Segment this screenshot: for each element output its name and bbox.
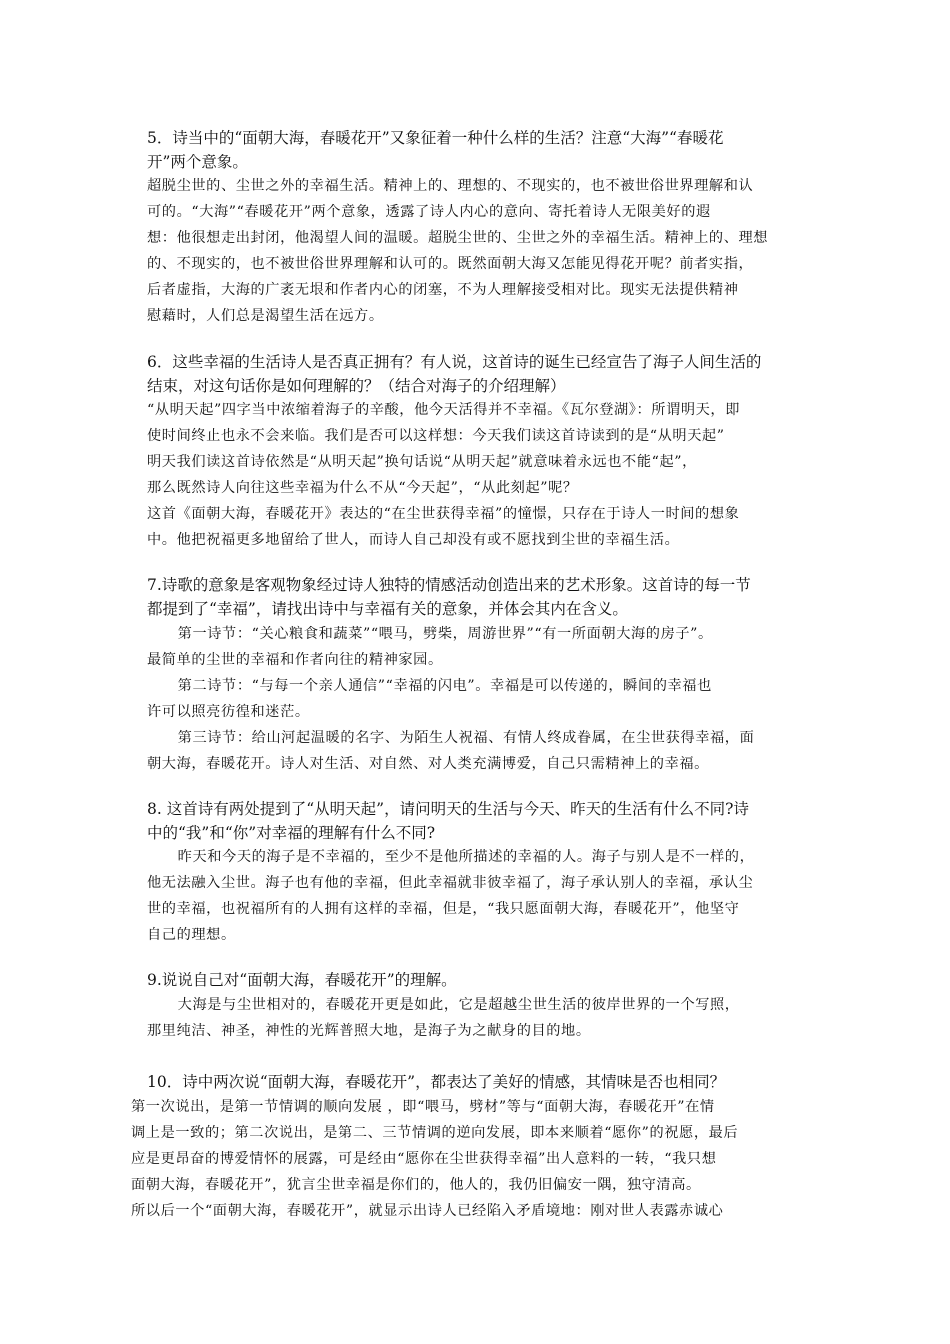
answer-5: 超脱尘世的、尘世之外的幸福生活。精神上的、理想的、不现实的，也不被世俗世界理解和认 可的。“大海”“春暖花开”两个意象，透露了诗人内心的意向、寄托着诗人无限美好的遐 想：他很想走出封闭，他渴望人间的温暖。超脱尘世的、尘世之外的幸福生活。精神上的、理想 的、不现实的，也不被世俗世界理解和认可的。既然面朝大海又怎能见得花开呢？前者实指， 后者虚指，大海的广袤无垠和作者内心的闭塞，不为人理解接受相对比。现实无法提供精神 慰藉时，人们总是渴望生活在远方。	[147, 178, 769, 324]
answer-10: 第一次说出，是第一节情调的顺向发展 ，即“喂马，劈材”等与“面朝大海，春暖花开”在情 调上是一致的；第二次说出，是第二、三节情调的逆向发展，即本来顺着“愿你”的祝愿，最后 应是更昂奋的博爱情怀的展露，可是经由“愿你在尘世获得幸福”出人意料的一转，“我只想 面朝大海，春暖花开”，犹言尘世幸福是你们的，他人的，我仍旧偏安一隅，独守清高。 所以后一个“面朝大海，春暖花开”，就显示出诗人已经陷入矛盾境地：刚对世人表露赤诚心	[131, 1099, 739, 1219]
answer-6: “从明天起”四字当中浓缩着海子的辛酸，他今天活得并不幸福。《瓦尔登湖》：所谓明天，即 使时间终止也永不会来临。我们是否可以这样想：今天我们读这首诗读到的是“从明天起” 明天我们读这首诗依然是“从明天起”换句话说“从明天起”就意味着永远也不能“起”， 那么既然诗人向往这些幸福为什么不从“今天起”，“从此刻起”呢？ 这首《面朝大海，春暖花开》表达的“在尘世获得幸福”的憧憬，只存在于诗人一时间的想象 中。他把祝福更多地留给了世人，而诗人自己却没有或不愿找到尘世的幸福生活。	[147, 402, 741, 548]
answer-8: 昨天和今天的海子是不幸福的，至少不是他所描述的幸福的人。海子与别人是不一样的， 他无法融入尘世。海子也有他的幸福，但此幸福就非彼幸福了，海子承认别人的幸福，承认尘 世的幸福，也祝福所有的人拥有这样的幸福，但是，“我只愿面朝大海，春暖花开”，他坚守 自己的理想。	[147, 849, 755, 943]
question-6: 6．这些幸福的生活诗人是否真正拥有？有人说，这首诗的诞生已经宣告了海子人间生活的 结束，对这句话你是如何理解的？（结合对海子的介绍理解）	[147, 353, 762, 395]
question-8: 8. 这首诗有两处提到了“从明天起”，请问明天的生活与今天、昨天的生活有什么不同?诗 中的“我”和“你”对幸福的理解有什么不同?	[147, 800, 749, 842]
question-5: 5．诗当中的“面朝大海，春暖花开”又象征着一种什么样的生活？注意“大海”“春暖花 开”两个意象。	[147, 129, 724, 171]
question-7: 7.诗歌的意象是客观物象经过诗人独特的情感活动创造出来的艺术形象。这首诗的每一节 都提到了“幸福”，请找出诗中与幸福有关的意象，并体会其内在含义。	[147, 576, 751, 618]
answer-7: 第一诗节：“关心粮食和蔬菜”“喂马，劈柴，周游世界”“有一所面朝大海的房子”。 最简单的尘世的幸福和作者向往的精神家园。 第二诗节：“与每一个亲人通信”“幸福的闪电”。幸福是可以传递的，瞬间的幸福也 许可以照亮彷徨和迷茫。 第三诗节：给山河起温暖的名字、为陌生人祝福、有情人终成眷属，在尘世获得幸福，面 朝大海，春暖花开。诗人对生活、对自然、对人类充满博爱，自己只需精神上的幸福。	[147, 626, 755, 772]
question-10: 10．诗中两次说“面朝大海，春暖花开”，都表达了美好的情感，其情味是否也相同？	[147, 1073, 726, 1091]
answer-9: 大海是与尘世相对的，春暖花开更是如此，它是超越尘世生活的彼岸世界的一个写照， 那里纯洁、神圣，神性的光辉普照大地，是海子为之献身的目的地。	[147, 997, 740, 1039]
question-9: 9.说说自己对“面朝大海，春暖花开”的理解。	[147, 971, 457, 989]
